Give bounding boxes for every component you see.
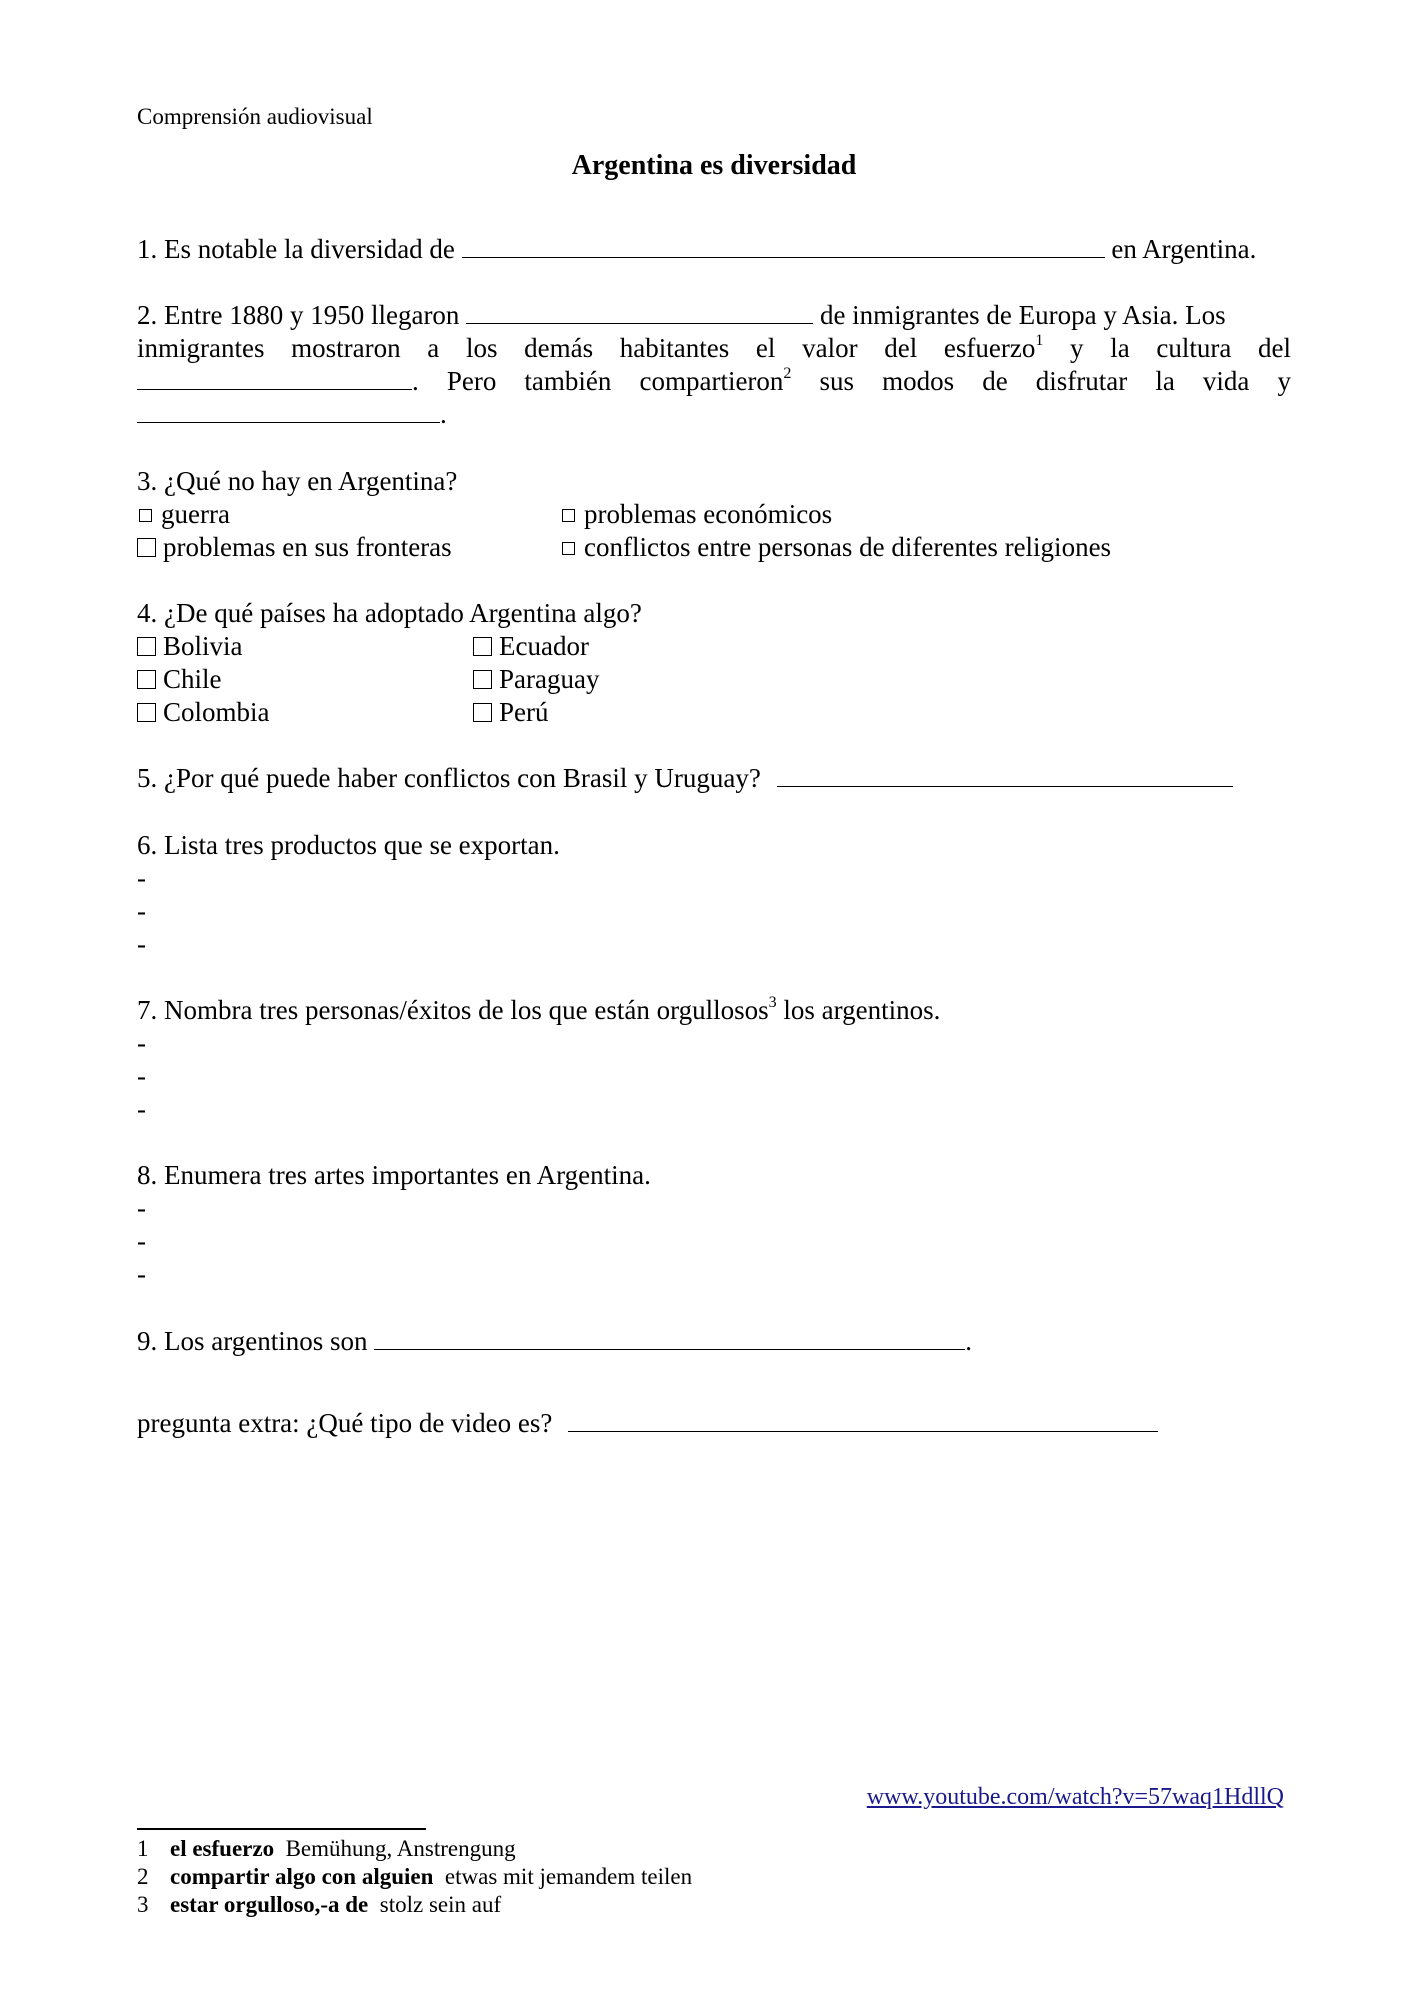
question-9-text: 9. Los argentinos son: [137, 1326, 375, 1356]
question-1-suffix: en Argentina.: [1104, 234, 1257, 264]
option-label: problemas económicos: [584, 499, 833, 529]
option-guerra[interactable]: [137, 498, 230, 531]
question-6: 6. Lista tres productos que se exportan.: [137, 830, 560, 860]
option-colombia[interactable]: [137, 696, 270, 729]
footnote-divider: [137, 1828, 426, 1830]
footnote-translation: Bemühung, Anstrengung: [285, 1836, 516, 1861]
answer-dash[interactable]: -: [137, 863, 146, 893]
question-2-line-1: [137, 299, 1291, 332]
question-2: [137, 299, 1291, 431]
option-ecuador[interactable]: [473, 630, 589, 663]
answer-blank[interactable]: [137, 421, 440, 423]
option-label: conflictos entre personas de diferentes religiones: [584, 532, 1112, 562]
answer-dash[interactable]: -: [137, 1094, 146, 1124]
answer-blank[interactable]: [568, 1430, 1158, 1432]
footnote-term: estar orgulloso,-a de: [170, 1892, 369, 1917]
answer-blank[interactable]: [374, 1348, 965, 1350]
question-1: [137, 233, 1291, 266]
checkbox-icon[interactable]: [473, 703, 492, 722]
footnote-2: [137, 1863, 692, 1891]
checkbox-icon[interactable]: [137, 637, 156, 656]
footnote-term: compartir algo con alguien: [170, 1864, 434, 1889]
question-7: [137, 994, 1291, 1027]
question-5-text: 5. ¿Por qué puede haber conflictos con Brasil y Uruguay?: [137, 763, 761, 793]
checkbox-icon[interactable]: [473, 670, 492, 689]
checkbox-icon[interactable]: [562, 542, 575, 555]
answer-blank[interactable]: [137, 388, 412, 390]
option-label: problemas en sus fronteras: [163, 532, 452, 562]
question-2-line-4: [137, 398, 1291, 431]
option-label: Perú: [499, 697, 549, 727]
question-3: 3. ¿Qué no hay en Argentina?: [137, 466, 458, 496]
extra-question-text: pregunta extra: ¿Qué tipo de video es?: [137, 1408, 553, 1438]
answer-dash[interactable]: -: [137, 896, 146, 926]
video-link[interactable]: www.youtube.com/watch?v=57waq1HdllQ: [866, 1784, 1284, 1810]
answer-blank[interactable]: [777, 785, 1233, 787]
checkbox-icon[interactable]: [139, 509, 152, 522]
option-label: Chile: [163, 664, 222, 694]
answer-blank[interactable]: [466, 322, 813, 324]
answer-dash[interactable]: -: [137, 1259, 146, 1289]
answer-dash[interactable]: -: [137, 929, 146, 959]
question-1-text: 1. Es notable la diversidad de: [137, 234, 462, 264]
checkbox-icon[interactable]: [137, 703, 156, 722]
option-chile[interactable]: [137, 663, 222, 696]
option-label: Colombia: [163, 697, 270, 727]
extra-question: [137, 1407, 1291, 1440]
footnote-1: [137, 1835, 516, 1863]
page-title: Argentina es diversidad: [571, 150, 857, 181]
answer-dash[interactable]: -: [137, 1028, 146, 1058]
checkbox-icon[interactable]: [137, 670, 156, 689]
option-label: Bolivia: [163, 631, 243, 661]
answer-blank[interactable]: [462, 256, 1105, 258]
checkbox-icon[interactable]: [562, 509, 575, 522]
question-9: [137, 1325, 1291, 1358]
option-problemas-fronteras[interactable]: [137, 531, 452, 564]
checkbox-icon[interactable]: [137, 538, 156, 557]
period: .: [965, 1326, 972, 1356]
question-8: 8. Enumera tres artes importantes en Argentina.: [137, 1160, 651, 1190]
question-2-line-3: . Pero también compartieron$^2$ sus modos de disfrutar la vida y: [137, 365, 1291, 398]
footnote-term: el esfuerzo: [170, 1836, 275, 1861]
question-4: 4. ¿De qué países ha adoptado Argentina algo?: [137, 598, 642, 628]
question-7-suffix: los argentinos.: [776, 995, 941, 1025]
footnote-translation: etwas mit jemandem teilen: [444, 1864, 693, 1889]
question-5: [137, 762, 1291, 795]
question-2-text-cont: de inmigrantes de Europa y Asia. Los: [813, 300, 1226, 330]
answer-dash[interactable]: -: [137, 1193, 146, 1223]
option-label: guerra: [161, 499, 230, 529]
footnote-number: 1: [137, 1836, 149, 1861]
footnote-3: [137, 1891, 501, 1919]
checkbox-icon[interactable]: [473, 637, 492, 656]
option-bolivia[interactable]: [137, 630, 243, 663]
period: .: [440, 399, 447, 429]
question-2-text: 2. Entre 1880 y 1950 llegaron: [137, 300, 467, 330]
option-peru[interactable]: [473, 696, 549, 729]
answer-dash[interactable]: -: [137, 1226, 146, 1256]
footnote-number: 3: [137, 1892, 149, 1917]
option-paraguay[interactable]: [473, 663, 599, 696]
option-label: Ecuador: [499, 631, 589, 661]
footnote-number: 2: [137, 1864, 149, 1889]
question-7-text: 7. Nombra tres personas/éxitos de los que están orgullosos: [137, 995, 769, 1025]
footnote-translation: stolz sein auf: [379, 1892, 502, 1917]
option-label: Paraguay: [499, 664, 600, 694]
header-label: Comprensión audiovisual: [137, 104, 373, 129]
footnote-ref: 3: [768, 994, 777, 1011]
option-conflictos-religiones[interactable]: [560, 531, 1111, 564]
option-problemas-economicos[interactable]: [560, 498, 832, 531]
question-2-line-2: inmigrantes mostraron a los demás habitantes el valor del esfuerzo$^1$ y la cultura del: [137, 332, 1291, 363]
answer-dash[interactable]: -: [137, 1061, 146, 1091]
